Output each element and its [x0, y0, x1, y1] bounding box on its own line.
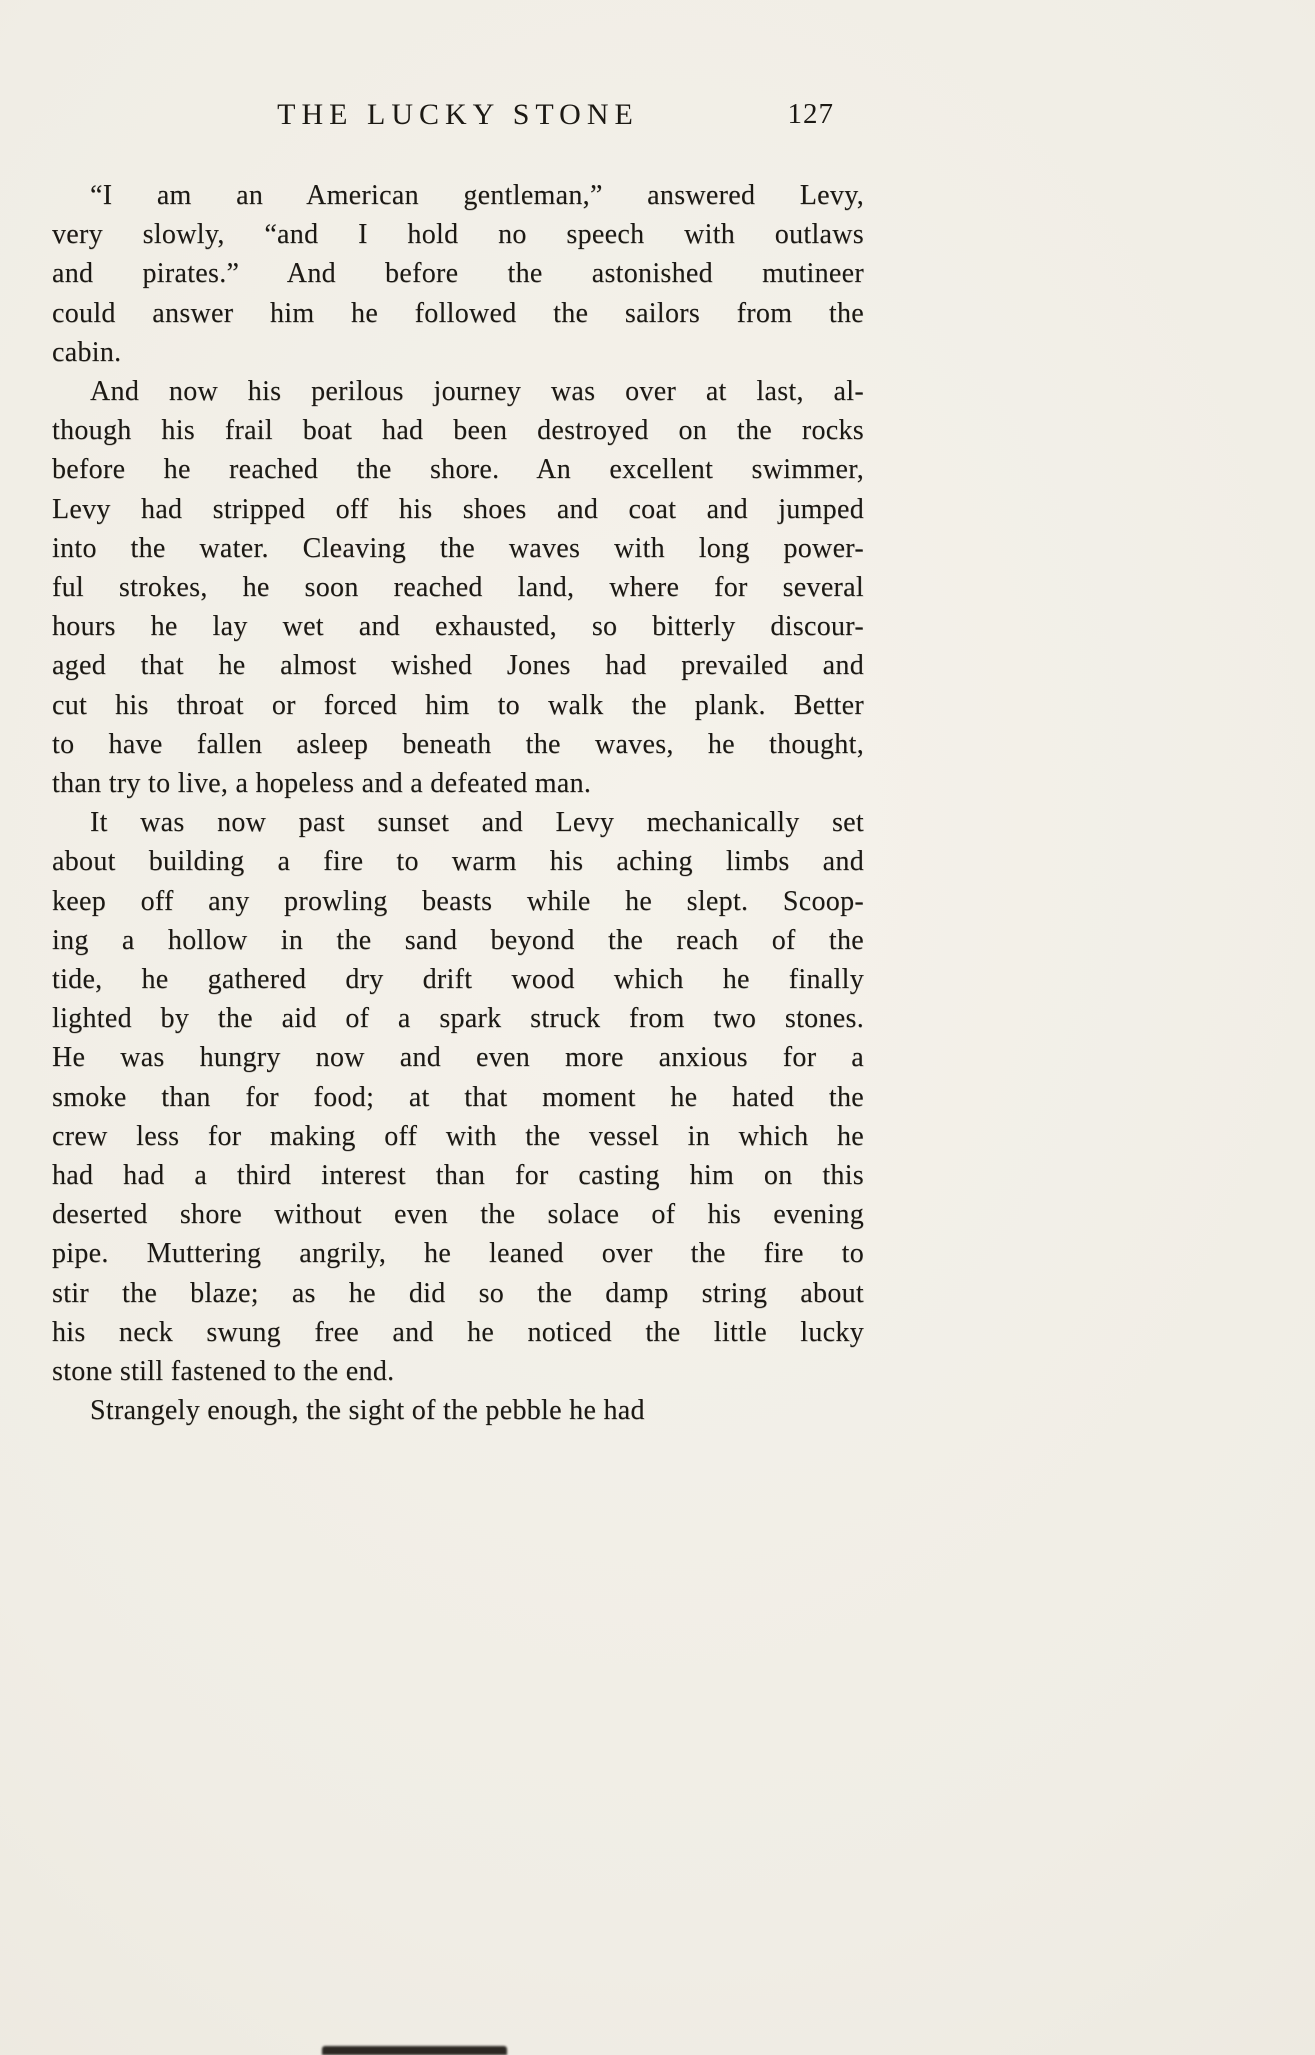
- text-line: about building a fire to warm his aching limbs and: [52, 846, 864, 878]
- text-line: deserted shore without even the solace of his evening: [52, 1199, 864, 1231]
- running-head: [52, 98, 864, 142]
- text-line: and pirates.” And before the astonished mutineer: [52, 258, 864, 290]
- text-column: [52, 98, 864, 1998]
- text-line: And now his perilous journey was over at last, al-: [90, 376, 864, 408]
- text-line: pipe. Muttering angrily, he leaned over the fire to: [52, 1238, 864, 1270]
- text-line: Levy had stripped off his shoes and coat and jumped: [52, 493, 864, 525]
- text-line: ful strokes, he soon reached land, where for several: [52, 572, 864, 604]
- text-line: lighted by the aid of a spark struck from two stones.: [52, 1003, 864, 1035]
- page-body: [52, 176, 864, 1431]
- text-line: his neck swung free and he noticed the little lucky: [52, 1316, 864, 1348]
- text-line: He was hungry now and even more anxious for a: [52, 1042, 864, 1074]
- text-line: very slowly, “and I hold no speech with outlaws: [52, 219, 864, 251]
- text-line: before he reached the shore. An excellent swimmer,: [52, 454, 864, 486]
- text-line: cut his throat or forced him to walk the plank. Better: [52, 689, 864, 721]
- scan-artifact-bottom-edge: [322, 2046, 507, 2055]
- text-line: “I am an American gentleman,” answered Levy,: [90, 180, 864, 211]
- text-line: stone still fastened to the end.: [52, 1356, 395, 1388]
- text-line: though his frail boat had been destroyed on the rocks: [52, 415, 864, 447]
- text-line: than try to live, a hopeless and a defeated man.: [52, 768, 592, 800]
- page-title: THE LUCKY STONE: [277, 98, 639, 131]
- text-line: smoke than for food; at that moment he hated the: [52, 1081, 864, 1113]
- text-line: tide, he gathered dry drift wood which he finally: [52, 964, 864, 996]
- text-line: keep off any prowling beasts while he slept. Scoop-: [52, 885, 864, 917]
- text-line: aged that he almost wished Jones had prevailed and: [52, 650, 864, 682]
- text-line: to have fallen asleep beneath the waves, he thought,: [52, 728, 864, 760]
- text-line: ing a hollow in the sand beyond the reach of the: [52, 924, 864, 956]
- page-number: 127: [787, 98, 834, 130]
- text-line: Strangely enough, the sight of the pebble he had: [90, 1395, 645, 1427]
- text-line: had had a third interest than for casting him on this: [52, 1160, 864, 1192]
- text-line: cabin.: [52, 336, 122, 368]
- text-line: It was now past sunset and Levy mechanically set: [90, 807, 864, 839]
- text-line: stir the blaze; as he did so the damp string about: [52, 1277, 864, 1309]
- text-line: into the water. Cleaving the waves with long power-: [52, 532, 864, 564]
- text-line: crew less for making off with the vessel in which he: [52, 1120, 864, 1152]
- text-line: hours he lay wet and exhausted, so bitterly discour-: [52, 611, 864, 643]
- text-line: could answer him he followed the sailors from the: [52, 297, 864, 329]
